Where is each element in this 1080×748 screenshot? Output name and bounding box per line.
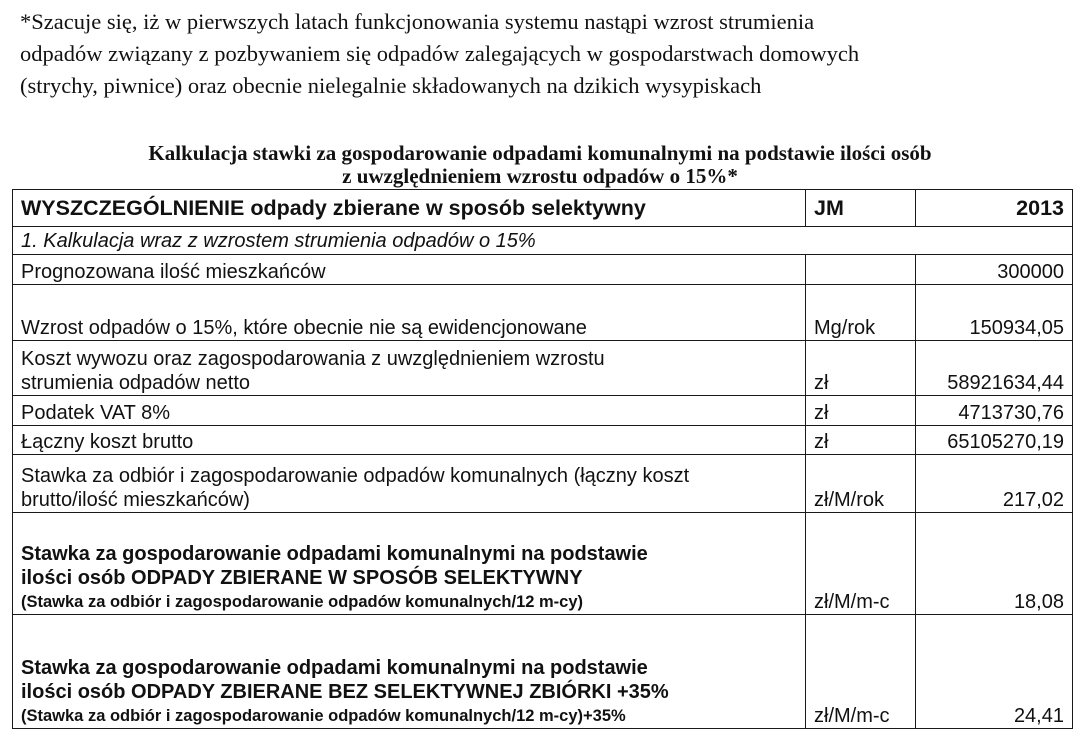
row-unit: zł (806, 396, 916, 426)
row-unit: zł (806, 426, 916, 455)
row-label: Łączny koszt brutto (13, 426, 806, 455)
row-unit: zł (806, 341, 916, 396)
row-unit: Mg/rok (806, 285, 916, 341)
row-label-line: ilości osób ODPADY ZBIERANE W SPOSÓB SELEKTYWNY (21, 567, 583, 589)
header-unit: JM (806, 190, 916, 227)
row-unit: zł/M/m-c (806, 513, 916, 615)
table-row (13, 426, 1073, 455)
table-row (13, 285, 1073, 341)
row-value: 65105270,19 (916, 426, 1073, 455)
row-value: 217,02 (916, 455, 1073, 513)
row-unit: zł/M/rok (806, 455, 916, 513)
footnote-line: (strychy, piwnice) oraz obecnie nielegalnie składowanych na dzikich wysypiskach (20, 73, 762, 98)
table-row (13, 255, 1073, 285)
row-value: 300000 (916, 255, 1073, 285)
row-label: Wzrost odpadów o 15%, które obecnie nie są ewidencjonowane (13, 285, 806, 341)
row-value: 58921634,44 (916, 341, 1073, 396)
row-label-line: Stawka za gospodarowanie odpadami komunalnymi na podstawie (21, 543, 648, 565)
row-unit (806, 255, 916, 285)
row-label (13, 341, 806, 396)
row-label: Podatek VAT 8% (13, 396, 806, 426)
row-label-line: strumienia odpadów netto (21, 372, 251, 394)
footnote-line: odpadów związany z pozbywaniem się odpadów zalegających w gospodarstwach domowych (20, 41, 860, 66)
table-row (13, 513, 1073, 615)
row-label-line: Stawka za gospodarowanie odpadami komunalnymi na podstawie (21, 657, 648, 679)
header-description: WYSZCZEGÓLNIENIE odpady zbierane w sposób selektywny (13, 190, 806, 227)
table-row (13, 455, 1073, 513)
table-caption-line2: z uwzględnieniem wzrostu odpadów o 15%* (342, 164, 738, 188)
table-row (13, 396, 1073, 426)
row-label-line: ilości osób ODPADY ZBIERANE BEZ SELEKTYWNEJ ZBIÓRKI +35% (21, 681, 669, 703)
footnote-paragraph (20, 6, 1070, 102)
table-header-row (13, 190, 1073, 227)
row-label (13, 455, 806, 513)
header-year: 2013 (916, 190, 1073, 227)
calculation-table (12, 189, 1073, 729)
footnote-line: *Szacuje się, iż w pierwszych latach funkcjonowania systemu nastąpi wzrost strumienia (20, 9, 815, 34)
section-title: 1. Kalkulacja wraz z wzrostem strumienia odpadów o 15% (13, 227, 1073, 255)
row-label-line: brutto/ilość mieszkańców) (21, 489, 250, 511)
row-value: 18,08 (916, 513, 1073, 615)
row-label (13, 615, 806, 729)
row-value: 4713730,76 (916, 396, 1073, 426)
table-row (13, 341, 1073, 396)
row-label-subline: (Stawka za odbiór i zagospodarowanie odpadów komunalnych/12 m-cy) (21, 593, 584, 611)
row-label-line: Stawka za odbiór i zagospodarowanie odpadów komunalnych (łączny koszt (21, 465, 690, 487)
row-unit: zł/M/m-c (806, 615, 916, 729)
table-caption-line1: Kalkulacja stawki za gospodarowanie odpadami komunalnymi na podstawie ilości osób (148, 141, 932, 165)
table-row (13, 615, 1073, 729)
row-value: 150934,05 (916, 285, 1073, 341)
row-label-subline: (Stawka za odbiór i zagospodarowanie odpadów komunalnych/12 m-cy)+35% (21, 707, 626, 725)
section-title-row (13, 227, 1073, 255)
row-label (13, 513, 806, 615)
row-label: Prognozowana ilość mieszkańców (13, 255, 806, 285)
row-label-line: Koszt wywozu oraz zagospodarowania z uwzględnieniem wzrostu (21, 348, 605, 370)
row-value: 24,41 (916, 615, 1073, 729)
